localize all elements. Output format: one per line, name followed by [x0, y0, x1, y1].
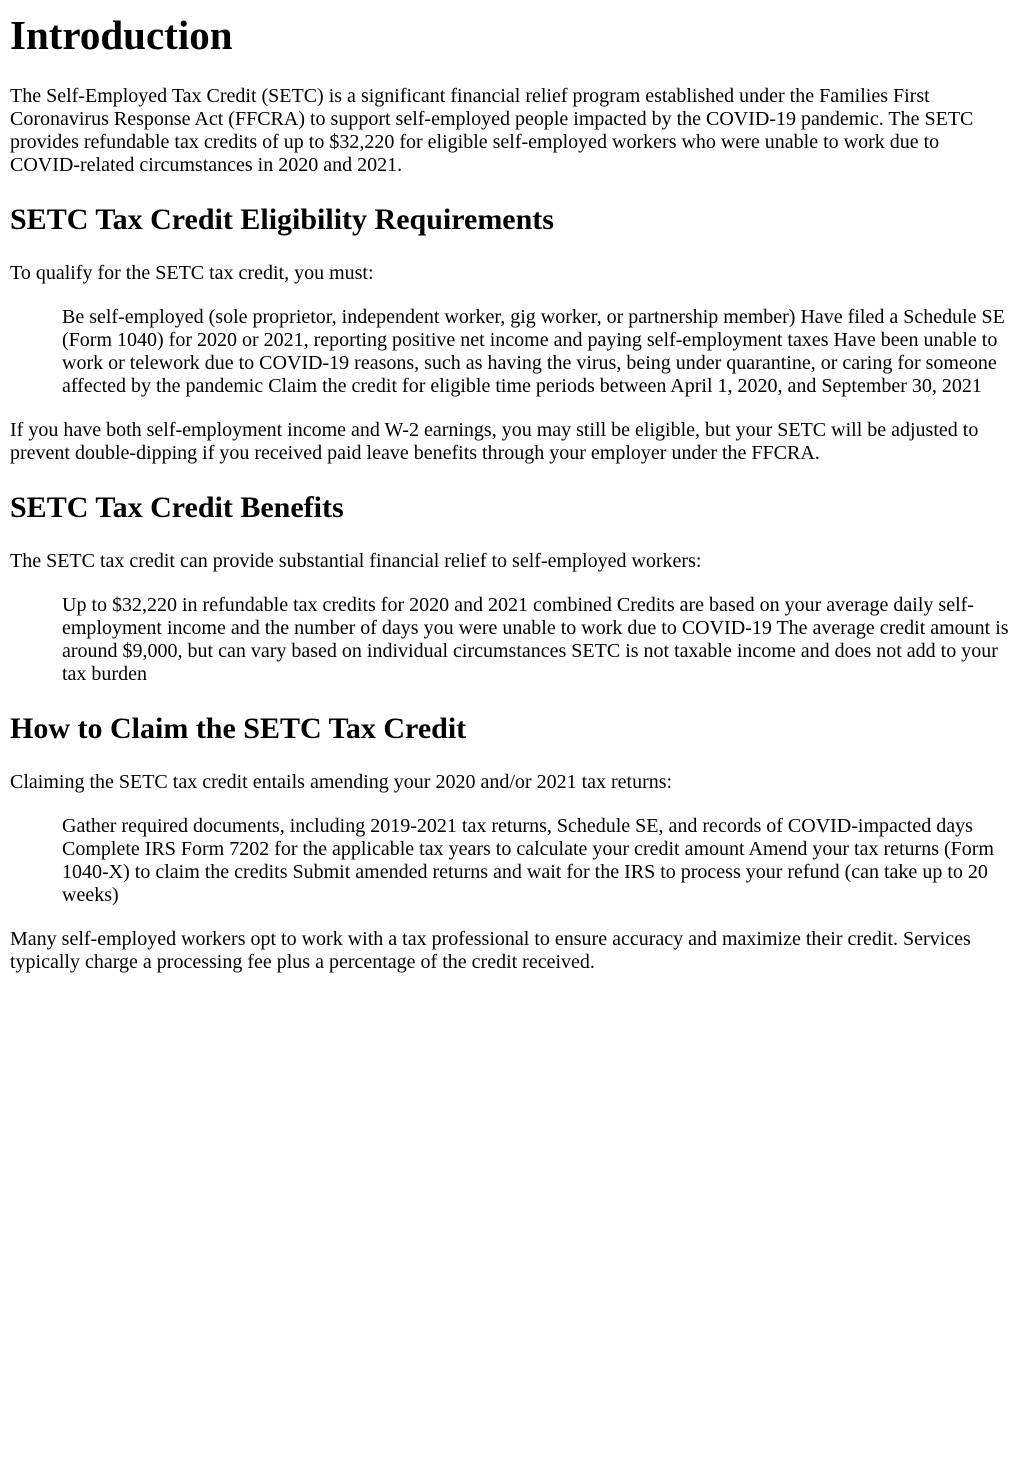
benefits-quote: Up to $32,220 in refundable tax credits for 2020 and 2021 combined Credits are based on your average daily self-employment income and the number of days you were unable to work due to COVID-19 The average credit amount is around $9,000, but can vary based on individual circumstances SETC is not taxable income and does not add to your tax burden	[62, 594, 1009, 685]
eligibility-requirements-quote: Be self-employed (sole proprietor, independent worker, gig worker, or partnership member) Have filed a Schedule SE (Form 1040) for 2020 or 2021, reporting positive net income and paying self-employment taxes Have been unable to work or telework due to COVID-19 reasons, such as having the virus, being under quarantine, or caring for someone affected by the pandemic Claim the credit for eligible time periods between April 1, 2020, and September 30, 2021	[62, 306, 1005, 397]
claim-note: Many self-employed workers opt to work with a tax professional to ensure accuracy and maximize their credit. Services typically charge a processing fee plus a percentage of the credit received.	[10, 928, 971, 973]
claim-intro: Claiming the SETC tax credit entails amending your 2020 and/or 2021 tax returns:	[10, 771, 673, 793]
document-page	[0, 11, 1024, 974]
eligibility-heading: SETC Tax Credit Eligibility Requirements	[10, 203, 554, 236]
benefits-heading: SETC Tax Credit Benefits	[10, 491, 344, 524]
eligibility-note: If you have both self-employment income and W-2 earnings, you may still be eligible, but your SETC will be adjusted to prevent double-dipping if you received paid leave benefits through your employer under the FFCRA.	[10, 419, 979, 464]
benefits-intro: The SETC tax credit can provide substantial financial relief to self-employed workers:	[10, 550, 702, 572]
claim-heading: How to Claim the SETC Tax Credit	[10, 712, 467, 745]
intro-heading: Introduction	[10, 12, 233, 58]
intro-paragraph: The Self-Employed Tax Credit (SETC) is a significant financial relief program established under the Families First Coronavirus Response Act (FFCRA) to support self-employed people impacted by the COVID-19 pandemic. The SETC provides refundable tax credits of up to $32,220 for eligible self-employed workers who were unable to work due to COVID-related circumstances in 2020 and 2021.	[10, 85, 974, 176]
claim-steps-quote: Gather required documents, including 2019-2021 tax returns, Schedule SE, and records of COVID-impacted days Complete IRS Form 7202 for the applicable tax years to calculate your credit amount Amend your tax returns (Form 1040-X) to claim the credits Submit amended returns and wait for the IRS to process your refund (can take up to 20 weeks)	[62, 815, 994, 906]
eligibility-intro: To qualify for the SETC tax credit, you must:	[10, 262, 374, 284]
